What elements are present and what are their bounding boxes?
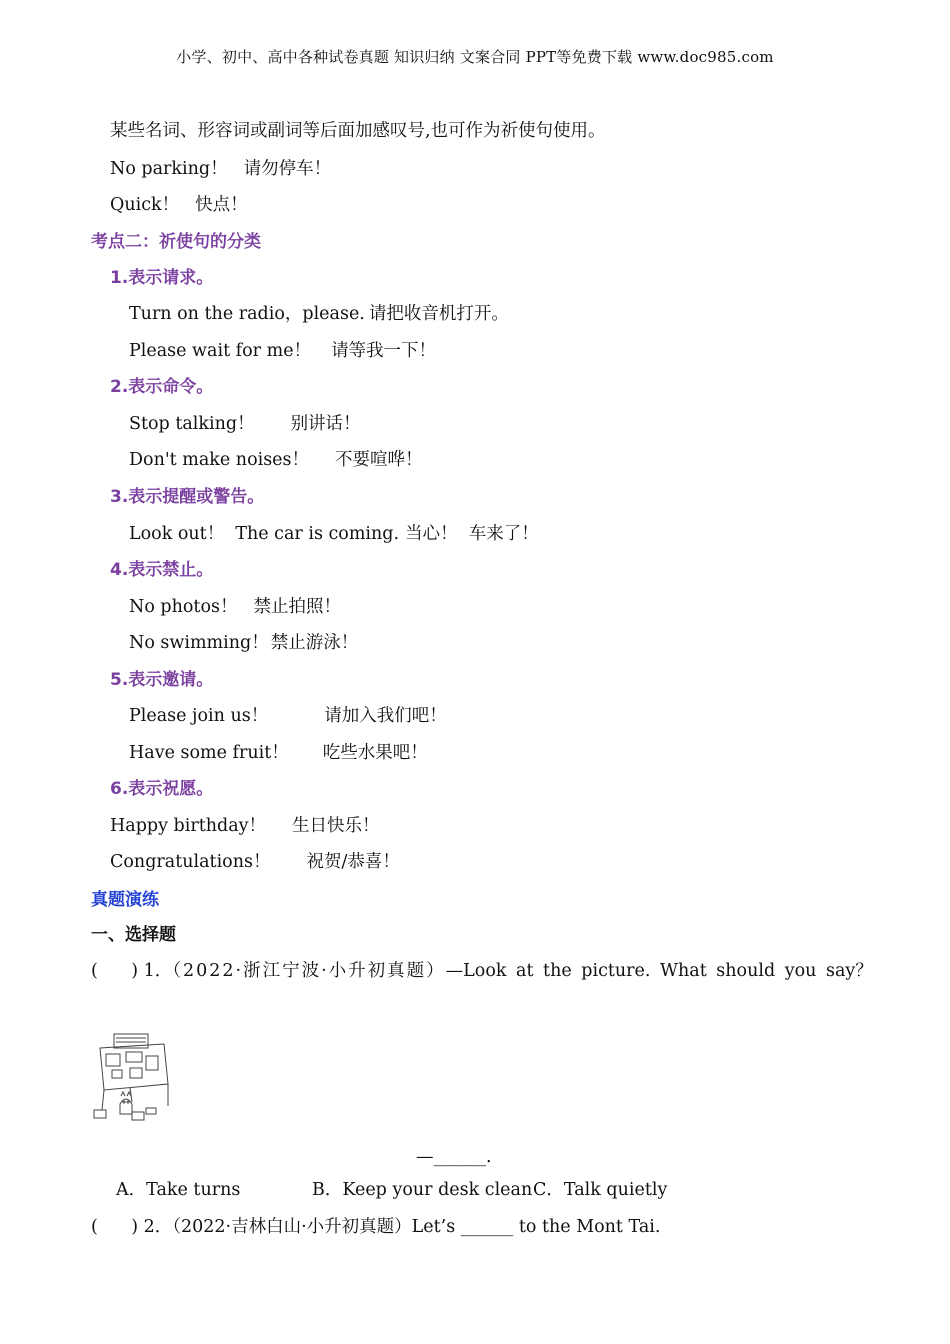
example-zh: 快点！ — [195, 195, 248, 215]
example-line — [129, 416, 361, 434]
example-en: Happy birthday！ — [110, 816, 267, 836]
category-title: 6.表示祝愿。 — [110, 779, 214, 799]
section-title: 考点二：祈使句的分类 — [91, 232, 261, 252]
category-title: 1.表示请求。 — [110, 268, 214, 288]
example-en: Congratulations！ — [110, 852, 271, 872]
question-1 — [91, 963, 873, 981]
example-line — [110, 854, 400, 872]
example-zh: 禁止游泳！ — [270, 633, 359, 653]
category-title: 4.表示禁止。 — [110, 560, 214, 580]
example-zh: 生日快乐！ — [292, 816, 380, 836]
example-en: Look out！ The car is coming. — [129, 524, 400, 544]
answer-bracket[interactable]: ( ) 2． — [91, 1217, 173, 1237]
practice-title: 真题演练 — [91, 890, 159, 910]
example-en: No photos！ — [129, 597, 238, 617]
example-line — [129, 635, 358, 653]
example-en: No swimming！ — [129, 633, 269, 653]
example-zh: 请加入我们吧！ — [324, 706, 447, 726]
example-zh: 吃些水果吧！ — [322, 743, 428, 763]
example-en: Quick！ — [110, 195, 180, 215]
part-title: 一、选择题 — [91, 925, 176, 945]
category-title: 5.表示邀请。 — [110, 670, 214, 690]
messy-desk-illustration — [90, 1030, 172, 1126]
example-en: Stop talking！ — [129, 414, 255, 434]
example-zh: 请勿停车！ — [243, 159, 332, 179]
example-zh: 请把收音机打开。 — [368, 304, 509, 324]
option-b[interactable]: B．Keep your desk clean — [312, 1180, 533, 1200]
example-en: Have some fruit！ — [129, 743, 289, 763]
example-zh: 禁止拍照！ — [253, 597, 341, 617]
example-zh: 当心！ 车来了！ — [405, 524, 539, 544]
example-en: Turn on the radio，please. — [129, 304, 365, 324]
page-header: 小学、初中、高中各种试卷真题 知识归纳 文案合同 PPT等免费下载 www.doc985.com — [176, 48, 774, 66]
question-text: Let’s ______ to the Mont Tai. — [411, 1217, 661, 1237]
example-line — [129, 599, 341, 617]
category-title: 2.表示命令。 — [110, 377, 214, 397]
question-source: （2022·浙江宁波·小升初真题） — [172, 961, 446, 981]
example-line — [129, 306, 509, 324]
answer-bracket[interactable]: ( ) 1． — [91, 961, 173, 981]
example-zh: 别讲话！ — [290, 414, 361, 434]
example-line — [110, 818, 380, 836]
question-text: —Look at the picture. What should you say？ — [445, 961, 873, 981]
example-line — [129, 745, 428, 763]
example-line — [110, 161, 331, 179]
example-zh: 祝贺/恭喜！ — [306, 852, 400, 872]
example-line — [129, 343, 436, 361]
example-line — [129, 526, 539, 544]
intro-text: 某些名词、形容词或副词等后面加感叹号,也可作为祈使句使用。 — [110, 121, 606, 141]
category-title: 3.表示提醒或警告。 — [110, 487, 265, 507]
option-c[interactable]: C．Talk quietly — [533, 1180, 668, 1200]
question-source: （2022·吉林白山·小升初真题） — [172, 1217, 412, 1237]
example-zh: 请等我一下！ — [331, 341, 437, 361]
example-zh: 不要喧哗！ — [335, 450, 423, 470]
example-line — [129, 452, 423, 470]
option-a[interactable]: A．Take turns — [116, 1180, 241, 1200]
example-en: Please wait for me！ — [129, 341, 312, 361]
example-en: No parking！ — [110, 159, 228, 179]
answer-line[interactable]: —______. — [416, 1147, 492, 1167]
example-en: Please join us！ — [129, 706, 269, 726]
question-2 — [91, 1219, 660, 1237]
example-en: Don't make noises！ — [129, 450, 310, 470]
example-line — [110, 197, 248, 215]
example-line — [129, 708, 447, 726]
